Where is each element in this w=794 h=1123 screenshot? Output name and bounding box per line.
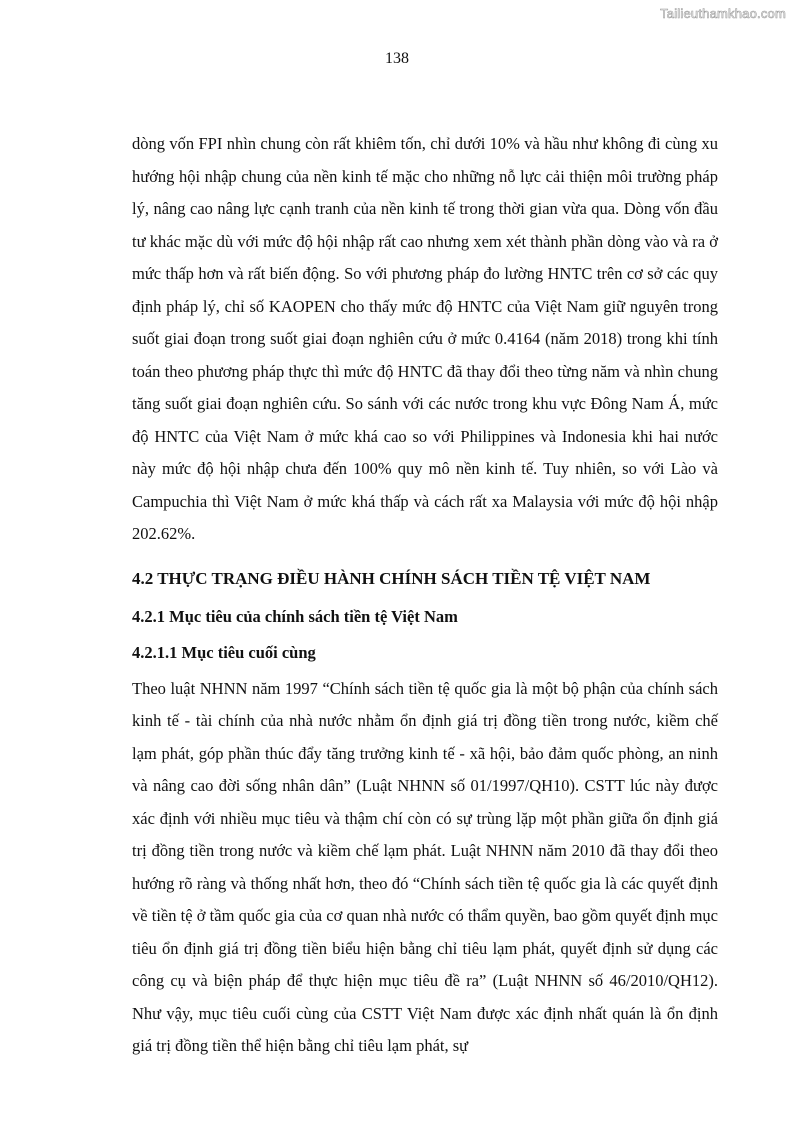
subsubsection-heading: 4.2.1.1 Mục tiêu cuối cùng — [132, 642, 316, 662]
body-paragraph: Theo luật NHNN năm 1997 “Chính sách tiền tệ quốc gia là một bộ phận của chính sách kinh tế - tài chính của nhà nước nhằm ổn định giá trị đồng tiền trong nước, kiềm chế lạm phát, góp phần thúc đẩy tăng trưởng kinh tế - xã hội, bảo đảm quốc phòng, an ninh và nâng cao đời sống nhân dân” (Luật NHNN số 01/1997/QH10). CSTT lúc này được xác định với nhiều mục tiêu và thậm chí còn có sự trùng lặp một phần giữa ổn định giá trị đồng tiền trong nước và kiềm chế lạm phát. Luật NHNN năm 2010 đã thay đổi theo hướng rõ ràng và thống nhất hơn, theo đó “Chính sách tiền tệ quốc gia là các quyết định về tiền tệ ở tầm quốc gia của cơ quan nhà nước có thẩm quyền, bao gồm quyết định mục tiêu ổn định giá trị đồng tiền biểu hiện bằng chỉ tiêu lạm phát, quyết định sử dụng các công cụ và biện pháp để thực hiện mục tiêu đề ra” (Luật NHNN số 46/2010/QH12). Như vậy, mục tiêu cuối cùng của CSTT Việt Nam được xác định nhất quán là ổn định giá trị đồng tiền thể hiện bằng chỉ tiêu lạm phát, sự — [132, 678, 718, 1055]
watermark: Tailieuthamkhao.com — [660, 6, 786, 21]
subsection-heading: 4.2.1 Mục tiêu của chính sách tiền tệ Việt Nam — [132, 606, 458, 626]
page-content — [132, 128, 718, 1063]
page-number: 138 — [385, 50, 409, 67]
section-heading: 4.2 THỰC TRẠNG ĐIỀU HÀNH CHÍNH SÁCH TIỀN TỆ VIỆT NAM — [132, 568, 651, 588]
body-paragraph: dòng vốn FPI nhìn chung còn rất khiêm tốn, chỉ dưới 10% và hầu như không đi cùng xu hướng hội nhập chung của nền kinh tế mặc cho những nỗ lực cải thiện môi trường pháp lý, nâng cao nâng lực cạnh tranh của nền kinh tế trong thời gian vừa qua. Dòng vốn đầu tư khác mặc dù với mức độ hội nhập rất cao nhưng xem xét thành phần dòng vào và ra ở mức thấp hơn và rất biến động. So với phương pháp đo lường HNTC trên cơ sở các quy định pháp lý, chỉ số KAOPEN cho thấy mức độ HNTC của Việt Nam giữ nguyên trong suốt giai đoạn trong suốt giai đoạn nghiên cứu ở mức 0.4164 (năm 2018) trong khi tính toán theo phương pháp thực thì mức độ HNTC đã thay đổi theo từng năm và nhìn chung tăng suốt giai đoạn nghiên cứu. So sánh với các nước trong khu vực Đông Nam Á, mức độ HNTC của Việt Nam ở mức khá cao so với Philippines và Indonesia khi hai nước này mức độ hội nhập chưa đến 100% quy mô nền kinh tế. Tuy nhiên, so với Lào và Campuchia thì Việt Nam ở mức khá thấp và cách rất xa Malaysia với mức độ hội nhập 202.62%. — [132, 134, 718, 543]
